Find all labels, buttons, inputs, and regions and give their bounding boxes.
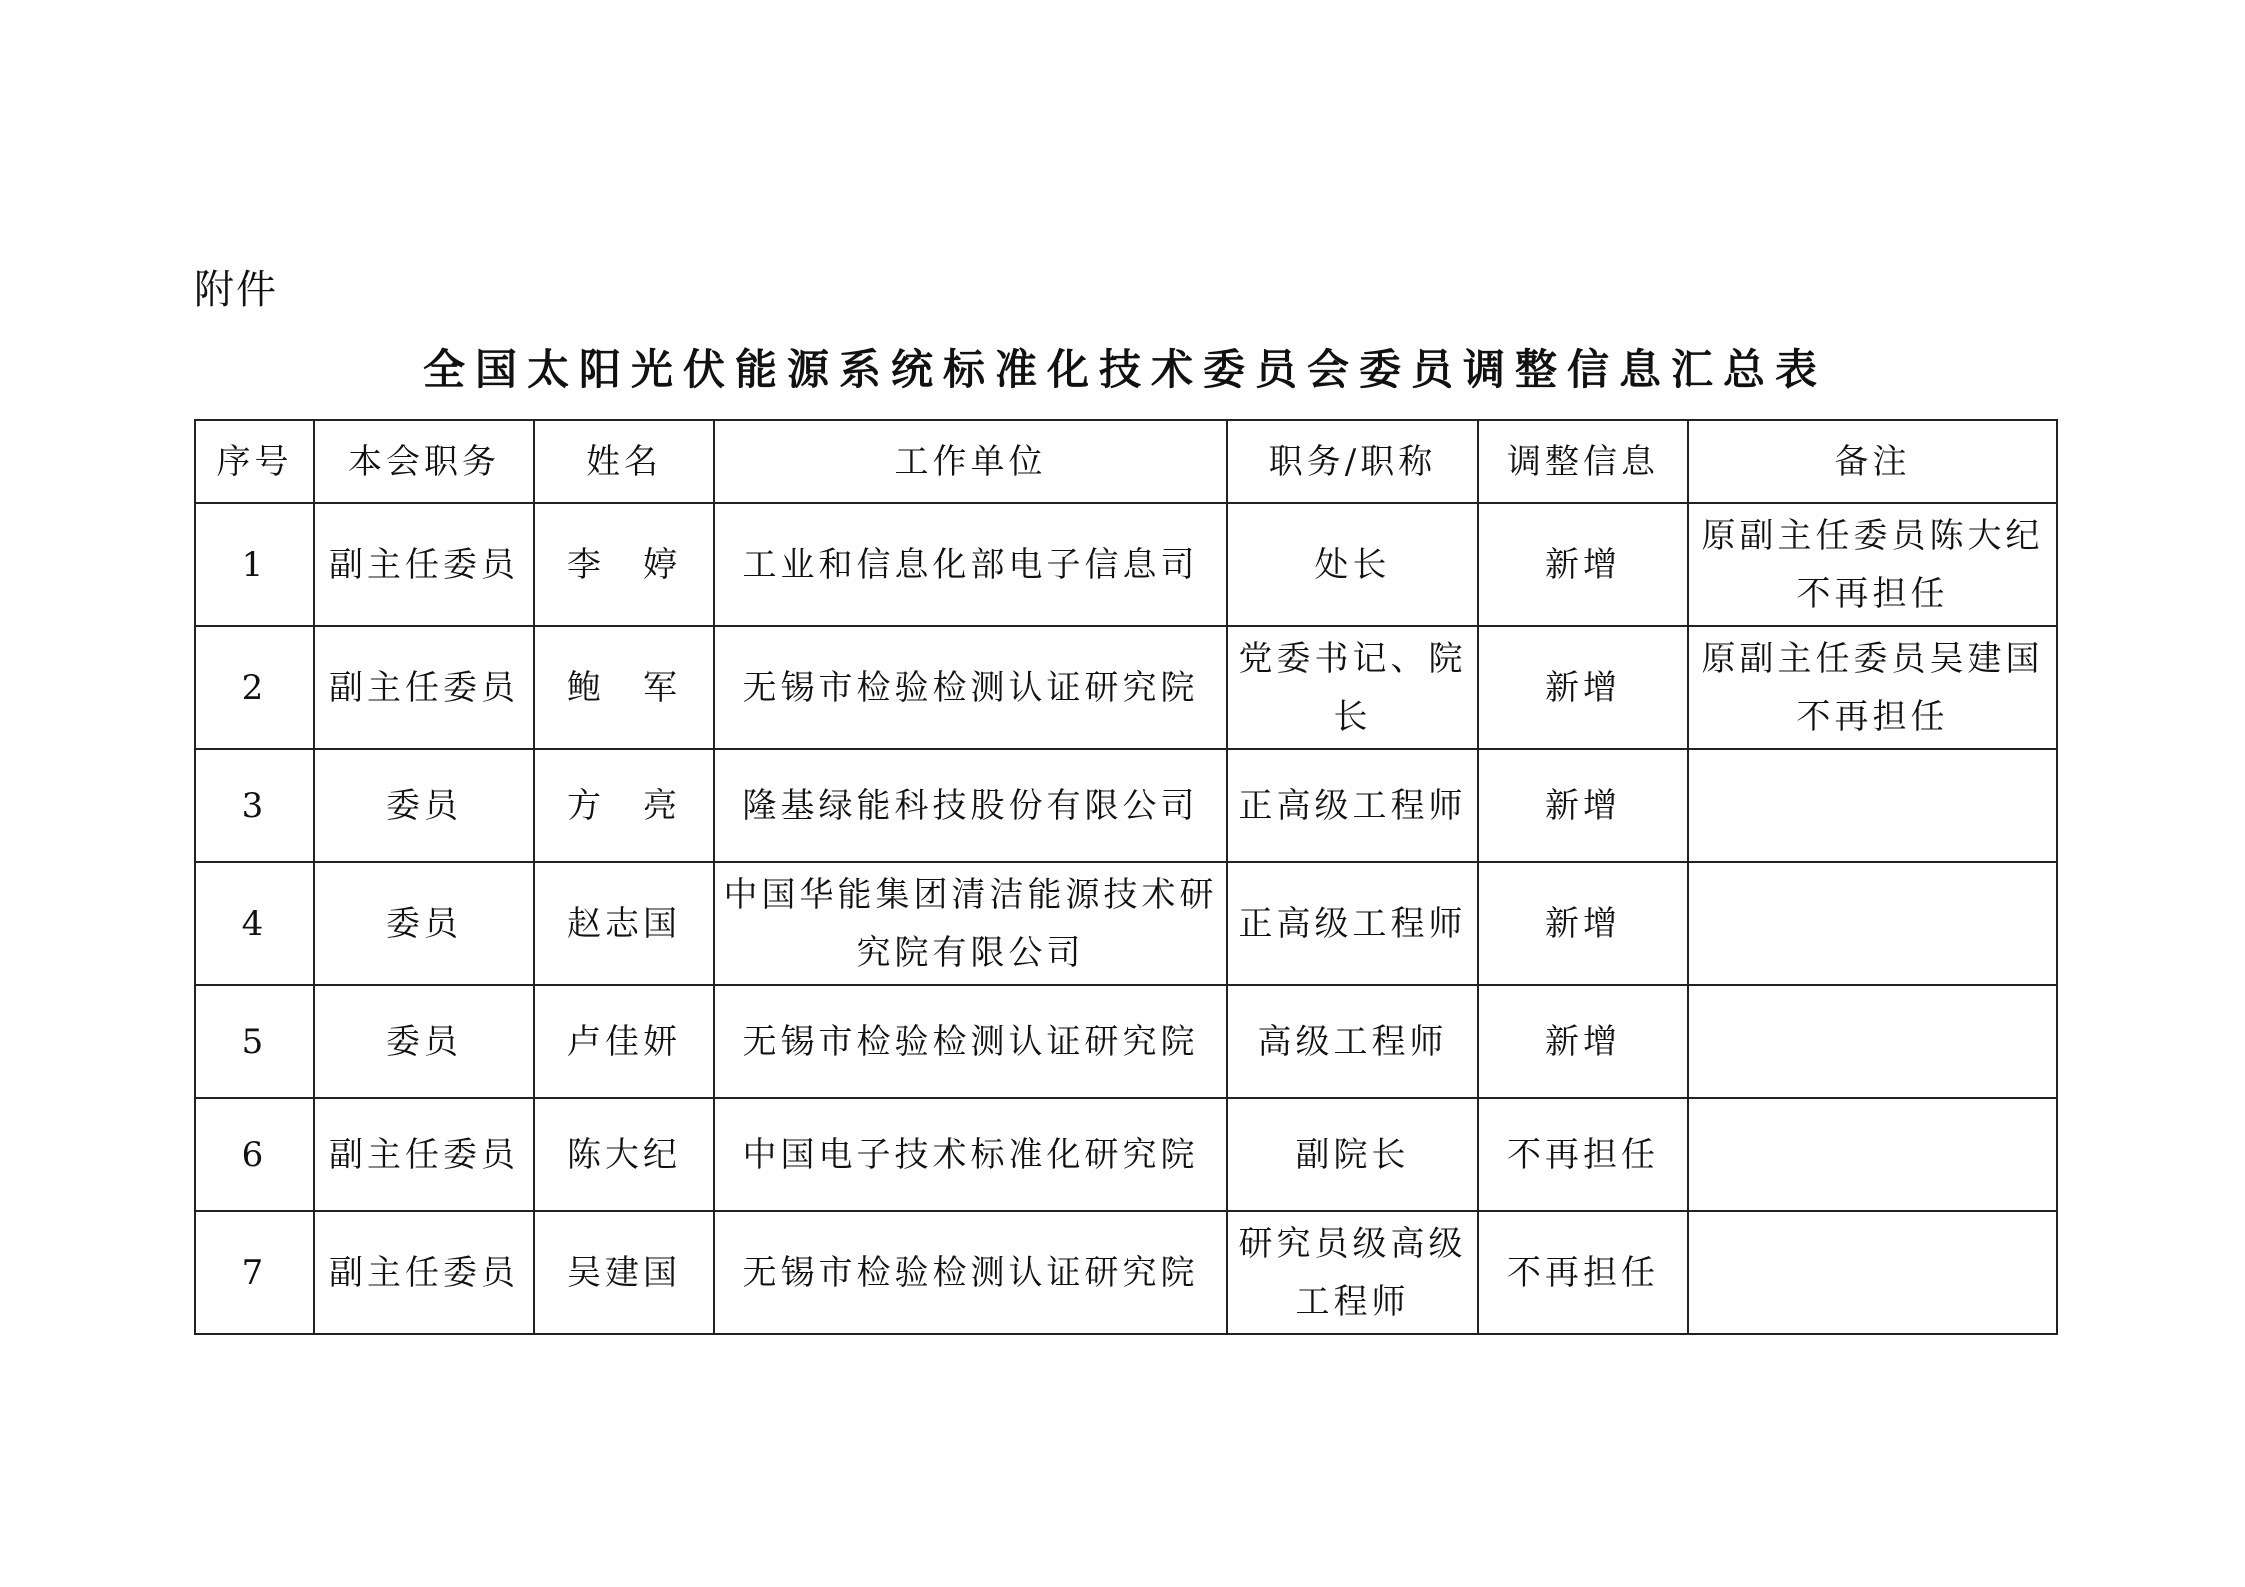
table-row [195, 503, 2057, 626]
table-row [195, 1098, 2057, 1211]
cell-note [1688, 1211, 2057, 1334]
cell-title: 正高级工程师 [1227, 862, 1478, 985]
cell-note [1688, 1098, 2057, 1211]
cell-role: 副主任委员 [314, 1098, 534, 1211]
table-row [195, 985, 2057, 1098]
cell-note: 原副主任委员吴建国不再担任 [1688, 626, 2057, 749]
cell-org: 无锡市检验检测认证研究院 [714, 626, 1227, 749]
cell-role: 委员 [314, 749, 534, 862]
cell-adjust: 新增 [1478, 626, 1688, 749]
document-title: 全国太阳光伏能源系统标准化技术委员会委员调整信息汇总表 [422, 345, 1827, 394]
column-header-title: 职务/职称 [1227, 420, 1478, 503]
cell-no: 5 [195, 985, 314, 1098]
cell-role: 副主任委员 [314, 503, 534, 626]
cell-org: 中国华能集团清洁能源技术研究院有限公司 [714, 862, 1227, 985]
cell-adjust: 新增 [1478, 862, 1688, 985]
cell-role: 委员 [314, 985, 534, 1098]
cell-org: 中国电子技术标准化研究院 [714, 1098, 1227, 1211]
column-header-adjust: 调整信息 [1478, 420, 1688, 503]
cell-no: 2 [195, 626, 314, 749]
cell-adjust: 新增 [1478, 749, 1688, 862]
cell-title: 正高级工程师 [1227, 749, 1478, 862]
column-header-note: 备注 [1688, 420, 2057, 503]
cell-name: 陈大纪 [534, 1098, 714, 1211]
cell-role: 副主任委员 [314, 626, 534, 749]
cell-role: 副主任委员 [314, 1211, 534, 1334]
cell-role: 委员 [314, 862, 534, 985]
cell-title: 党委书记、院长 [1227, 626, 1478, 749]
cell-name: 方 亮 [534, 749, 714, 862]
table-row [195, 862, 2057, 985]
cell-title: 研究员级高级工程师 [1227, 1211, 1478, 1334]
table-row [195, 749, 2057, 862]
cell-no: 6 [195, 1098, 314, 1211]
cell-note [1688, 985, 2057, 1098]
attachment-label: 附件 [194, 267, 278, 313]
cell-org: 隆基绿能科技股份有限公司 [714, 749, 1227, 862]
cell-adjust: 新增 [1478, 503, 1688, 626]
cell-title: 高级工程师 [1227, 985, 1478, 1098]
cell-note: 原副主任委员陈大纪不再担任 [1688, 503, 2057, 626]
table-header-row [195, 420, 2057, 503]
cell-no: 3 [195, 749, 314, 862]
column-header-name: 姓名 [534, 420, 714, 503]
cell-org: 无锡市检验检测认证研究院 [714, 1211, 1227, 1334]
cell-no: 7 [195, 1211, 314, 1334]
cell-note [1688, 862, 2057, 985]
cell-adjust: 不再担任 [1478, 1098, 1688, 1211]
cell-name: 鲍 军 [534, 626, 714, 749]
column-header-no: 序号 [195, 420, 314, 503]
cell-name: 赵志国 [534, 862, 714, 985]
summary-table [194, 419, 2058, 1335]
cell-no: 4 [195, 862, 314, 985]
cell-name: 吴建国 [534, 1211, 714, 1334]
cell-org: 无锡市检验检测认证研究院 [714, 985, 1227, 1098]
cell-name: 李 婷 [534, 503, 714, 626]
cell-org: 工业和信息化部电子信息司 [714, 503, 1227, 626]
cell-no: 1 [195, 503, 314, 626]
table-row [195, 626, 2057, 749]
cell-adjust: 新增 [1478, 985, 1688, 1098]
cell-title: 副院长 [1227, 1098, 1478, 1211]
cell-note [1688, 749, 2057, 862]
cell-adjust: 不再担任 [1478, 1211, 1688, 1334]
column-header-role: 本会职务 [314, 420, 534, 503]
cell-name: 卢佳妍 [534, 985, 714, 1098]
cell-title: 处长 [1227, 503, 1478, 626]
column-header-org: 工作单位 [714, 420, 1227, 503]
table-row [195, 1211, 2057, 1334]
